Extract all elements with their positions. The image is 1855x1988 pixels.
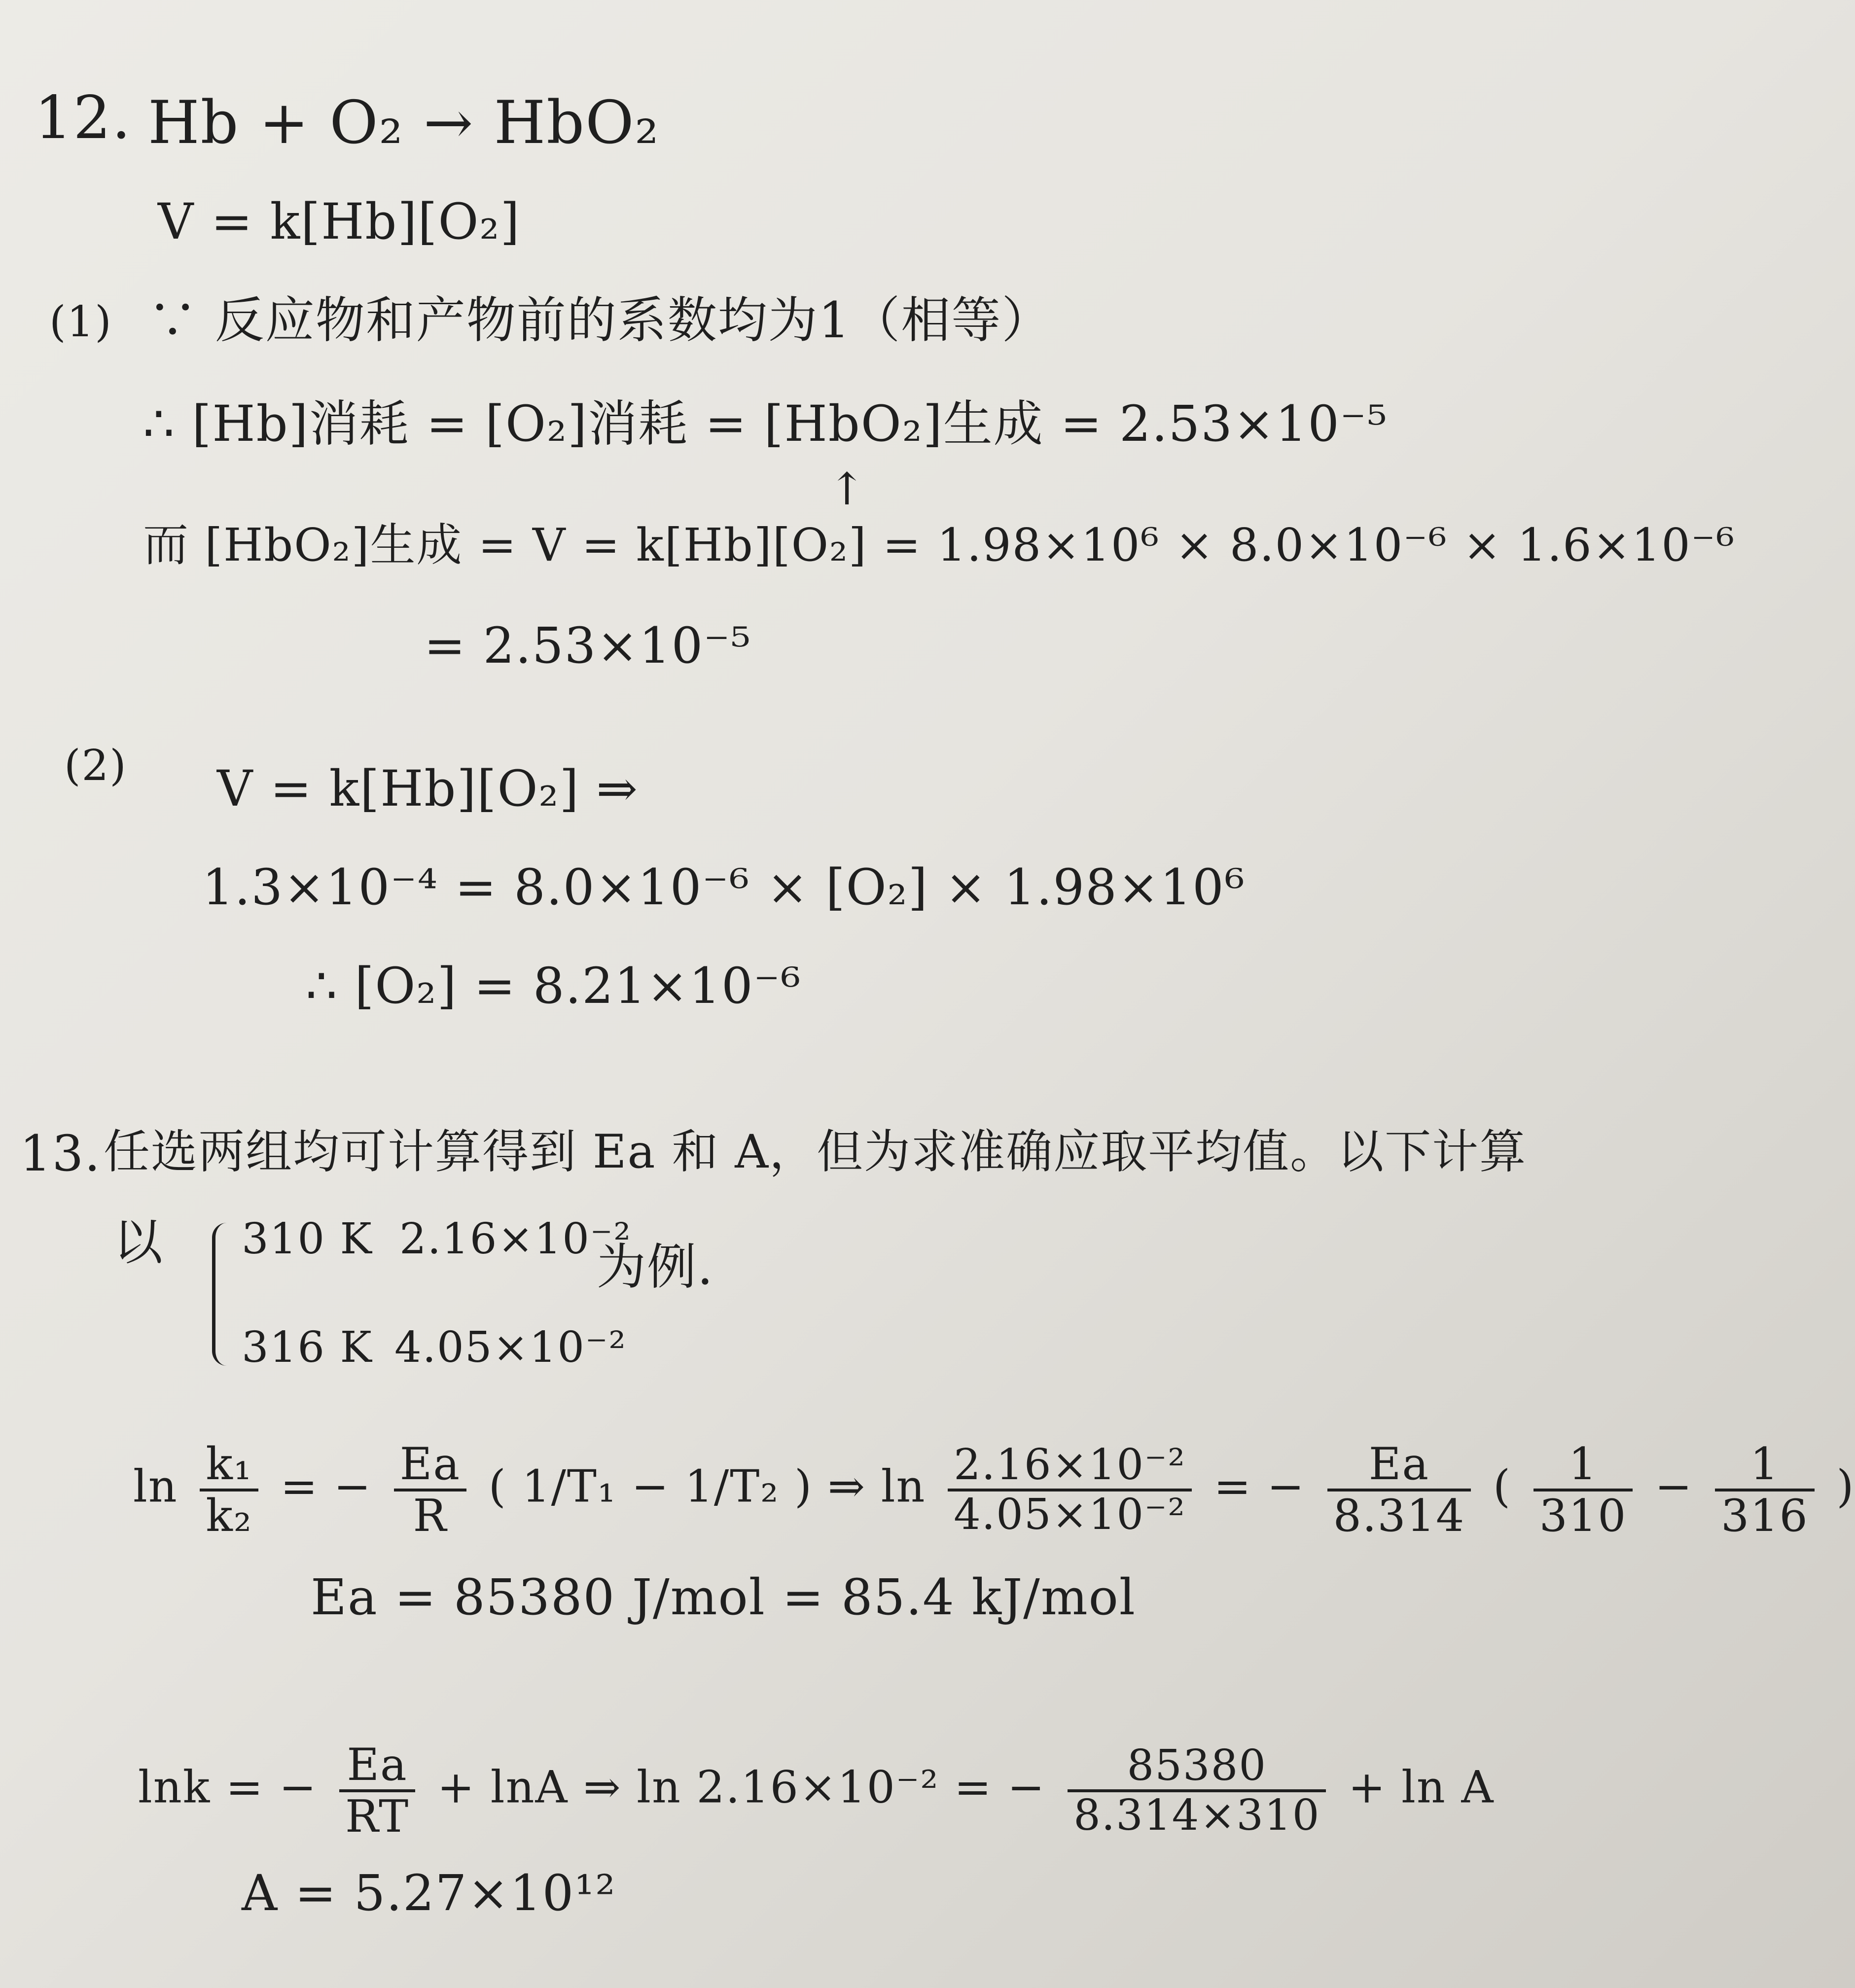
ea-value-over-rt: $\frac{85380}{8.314\times 310}$ xyxy=(1068,1742,1326,1839)
up-arrow-icon: ↑ xyxy=(828,463,866,515)
rate-law: V = k[Hb][O₂] xyxy=(158,193,521,250)
one-over-316: $\frac{1}{316}$ xyxy=(1715,1440,1815,1540)
row-1-rate-constant: 2.16×10⁻² xyxy=(399,1214,632,1264)
with-label: 以 xyxy=(113,1213,164,1271)
as-example: 为例. xyxy=(597,1238,714,1296)
ln-symbol: ln xyxy=(133,1460,178,1513)
part-2-line-c: ∴ [O₂] = 8.21×10⁻⁶ xyxy=(306,957,802,1015)
one-over-310: $\frac{1}{310}$ xyxy=(1534,1440,1633,1540)
arrhenius-equation: ln $\frac{\text{k₁}}{\text{k₂}}$ = − $\frac{Ea}{R}$ ( 1/T₁ − 1/T₂ ) ⇒ ln $\frac{\text{2.16×10⁻²}}{\text{4.05×10⁻²}}$ = − $\frac{Ea}{8.314}$ ( $\frac{1}{310}$ − $\frac{1}{316}$ ) xyxy=(133,1438,1855,1542)
part-1-line-a: ∴ [Hb]消耗 = [O₂]消耗 = [HbO₂]生成 = 2.53×10⁻⁵ xyxy=(143,395,1388,453)
problem-12-number: 12. xyxy=(35,84,132,152)
part-2-line-a: V = k[Hb][O₂] ⇒ xyxy=(217,760,639,817)
row-1-temperature: 310 K xyxy=(242,1214,373,1264)
problem-13-intro: 任选两组均可计算得到 Ea 和 A，但为求准确应取平均值。以下计算 xyxy=(104,1125,1527,1179)
part-1-line-c: = 2.53×10⁻⁵ xyxy=(424,617,752,674)
ea-over-r-value: $\frac{Ea}{8.314}$ xyxy=(1327,1440,1471,1540)
reaction-equation: Hb + O₂ → HbO₂ xyxy=(148,89,660,157)
ea-over-rt: $\frac{Ea}{RT}$ xyxy=(339,1740,415,1841)
brace-icon xyxy=(212,1223,235,1366)
part-2-label: (2) xyxy=(64,741,127,790)
k1-over-k2: $\frac{\text{k₁}}{\text{k₂}}$ xyxy=(200,1440,258,1540)
part-2-line-b: 1.3×10⁻⁴ = 8.0×10⁻⁶ × [O₂] × 1.98×10⁶ xyxy=(202,858,1246,916)
a-result: A = 5.27×10¹² xyxy=(242,1864,616,1922)
row-2-rate-constant: 4.05×10⁻² xyxy=(394,1323,627,1372)
problem-13-number: 13. xyxy=(20,1125,102,1182)
part-1-reason: ∵ 反应物和产物前的系数均为1（相等） xyxy=(148,291,1052,349)
ea-over-r: $\frac{Ea}{R}$ xyxy=(394,1440,466,1540)
ea-result: Ea = 85380 J/mol = 85.4 kJ/mol xyxy=(311,1568,1136,1626)
part-1-line-b: 而 [HbO₂]生成 = V = k[Hb][O₂] = 1.98×10⁶ × 8.0×10⁻⁶ × 1.6×10⁻⁶ xyxy=(143,519,1736,571)
part-1-label: (1) xyxy=(49,297,112,347)
k-ratio-values: $\frac{\text{2.16×10⁻²}}{\text{4.05×10⁻²}}$ xyxy=(948,1442,1192,1538)
row-2-temperature: 316 K xyxy=(242,1323,373,1372)
lnk-equation: lnk = − $\frac{Ea}{RT}$ + lnA ⇒ ln 2.16×10⁻² = − $\frac{85380}{8.314\times 310}$ + ln A xyxy=(138,1739,1495,1843)
